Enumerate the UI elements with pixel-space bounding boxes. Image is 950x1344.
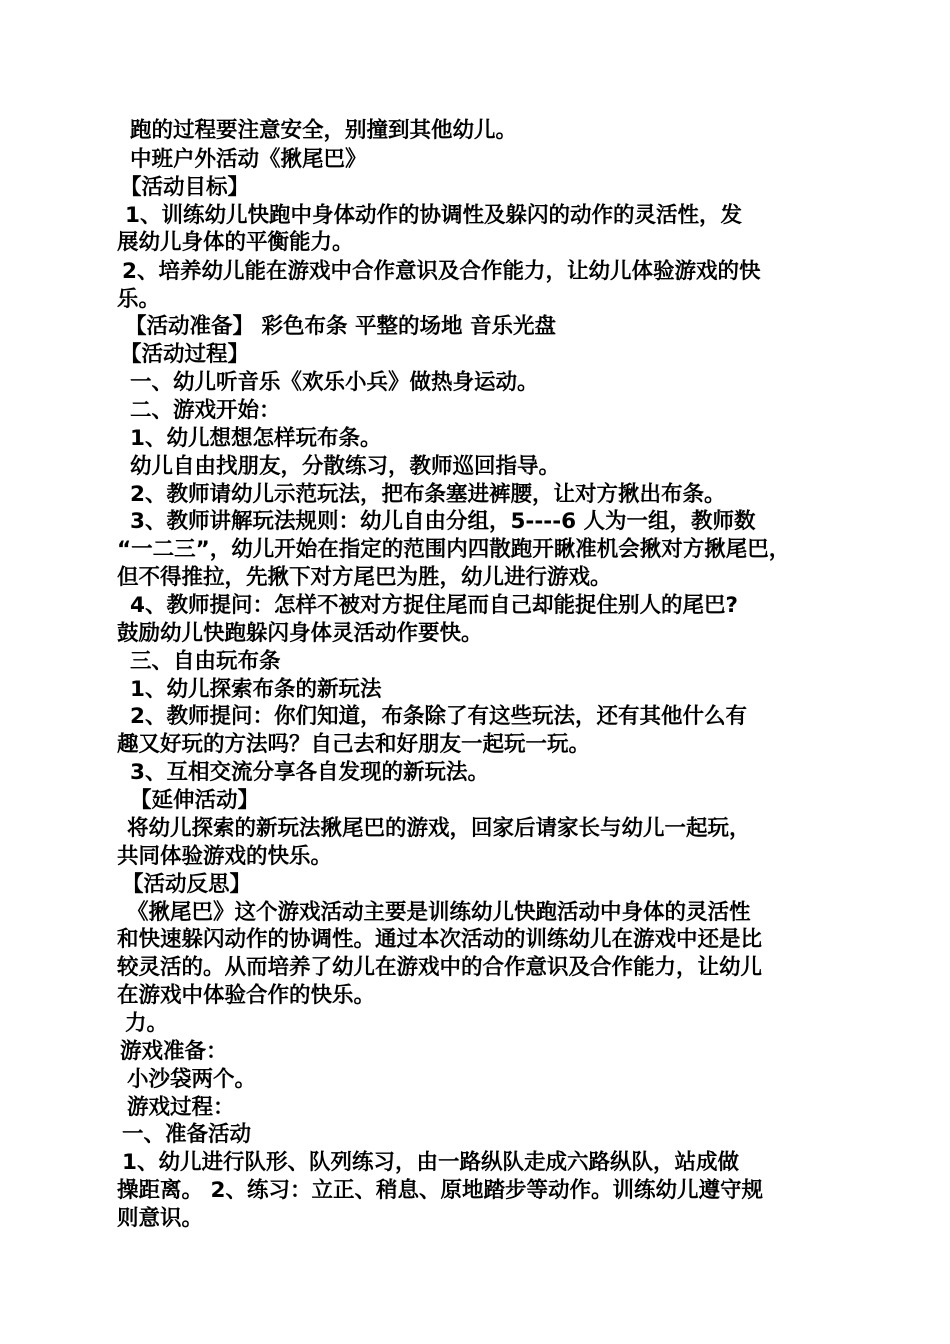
text-line-1: 跑的过程要注意安全，别撞到其他幼儿。 (130, 118, 518, 143)
text-line-22: 2、教师提问：你们知道，布条除了有这些玩法，还有其他什么有 (130, 704, 747, 729)
text-line-17: 但不得推拉，先揪下对方尾巴为胜，幼儿进行游戏。 (117, 565, 612, 590)
text-line-2: 中班户外活动《揪尾巴》 (130, 147, 367, 172)
text-line-18: 4、教师提问：怎样不被对方捉住尾而自己却能捉住别人的尾巴? (130, 593, 738, 618)
text-line-23: 趣又好玩的方法吗？自己去和好朋友一起玩一玩。 (117, 732, 591, 757)
text-line-36: 游戏过程： (127, 1095, 235, 1120)
text-line-12: 1、幼儿想想怎样玩布条。 (130, 426, 382, 451)
text-line-6: 2、培养幼儿能在游戏中合作意识及合作能力，让幼儿体验游戏的快 (122, 259, 761, 284)
text-line-13: 幼儿自由找朋友，分散练习，教师巡回指导。 (130, 454, 561, 479)
text-line-5: 展幼儿身体的平衡能力。 (117, 230, 354, 255)
text-line-19: 鼓励幼儿快跑躲闪身体灵活动作要快。 (117, 621, 483, 646)
text-line-38: 1、幼儿进行队形、队列练习，由一路纵队走成六路纵队，站成做 (122, 1150, 739, 1175)
text-line-14: 2、教师请幼儿示范玩法，把布条塞进裤腰，让对方揪出布条。 (130, 482, 726, 507)
section-heading-activity-preparation: 【活动准备】 彩色布条 平整的场地 音乐光盘 (125, 314, 556, 339)
text-line-31: 较灵活的。从而培养了幼儿在游戏中的合作意识及合作能力，让幼儿 (117, 955, 763, 980)
text-line-4: 1、训练幼儿快跑中身体动作的协调性及躲闪的动作的灵活性，发 (125, 203, 742, 228)
text-line-24: 3、互相交流分享各自发现的新玩法。 (130, 760, 489, 785)
text-line-30: 和快速躲闪动作的协调性。通过本次活动的训练幼儿在游戏中还是比 (117, 927, 763, 952)
text-line-20: 三、自由玩布条 (130, 649, 281, 674)
text-line-26: 将幼儿探索的新玩法揪尾巴的游戏，回家后请家长与幼儿一起玩， (127, 816, 751, 841)
text-line-10: 一、幼儿听音乐《欢乐小兵》做热身运动。 (130, 370, 539, 395)
text-line-7: 乐。 (117, 287, 161, 312)
text-line-35: 小沙袋两个。 (127, 1067, 257, 1092)
text-line-34: 游戏准备： (120, 1039, 228, 1064)
section-heading-activity-reflection: 【活动反思】 (122, 872, 252, 897)
section-heading-extension-activity: 【延伸活动】 (130, 788, 260, 813)
text-line-29: 《揪尾巴》这个游戏活动主要是训练幼儿快跑活动中身体的灵活性 (127, 900, 751, 925)
text-line-15: 3、教师讲解玩法规则：幼儿自由分组，5----6 人为一组，教师数 (130, 509, 756, 534)
section-heading-activity-goals: 【活动目标】 (120, 175, 250, 200)
text-line-39: 操距离。 2、练习：立正、稍息、原地踏步等动作。训练幼儿遵守规 (117, 1178, 763, 1203)
text-line-16: “一二三”，幼儿开始在指定的范围内四散跑开瞅准机会揪对方揪尾巴， (117, 537, 791, 562)
text-line-40: 则意识。 (117, 1206, 204, 1231)
text-line-21: 1、幼儿探索布条的新玩法 (130, 677, 382, 702)
text-line-37: 一、准备活动 (122, 1122, 252, 1147)
text-line-11: 二、游戏开始： (130, 398, 281, 423)
text-line-33: 力。 (125, 1011, 169, 1036)
text-line-32: 在游戏中体验合作的快乐。 (117, 983, 376, 1008)
section-heading-activity-process: 【活动过程】 (120, 342, 250, 367)
text-line-27: 共同体验游戏的快乐。 (117, 844, 333, 869)
